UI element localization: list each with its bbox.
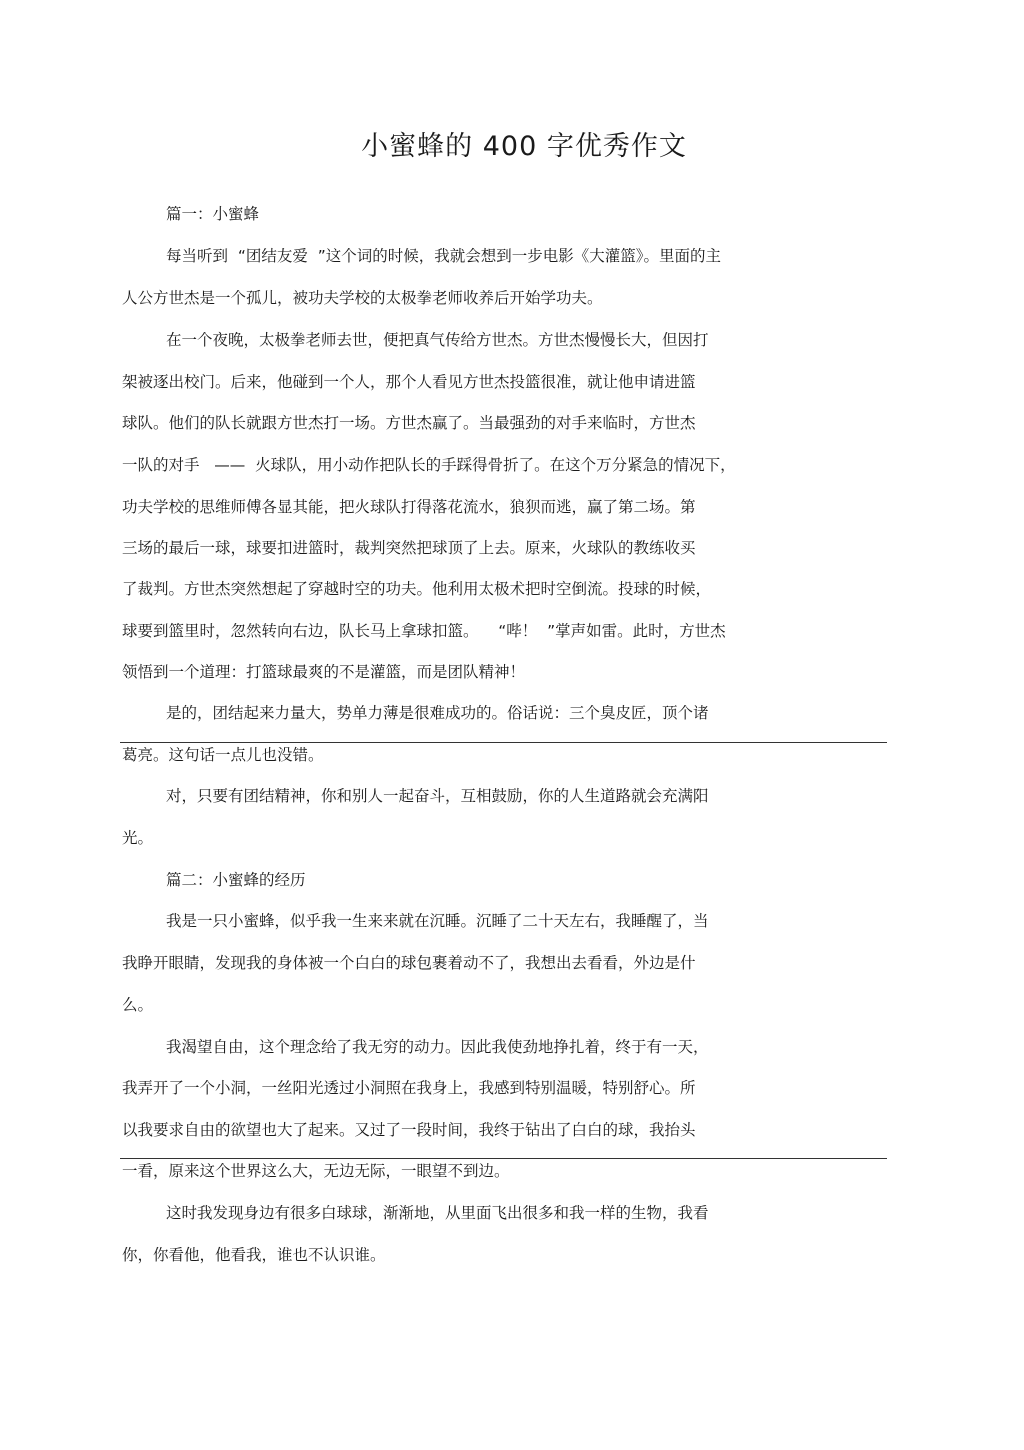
text-line: 是的，团结起来力量大，势单力薄是很难成功的。俗话说：三个臭皮匠，顶个诸: [166, 704, 709, 722]
text-line: 我睁开眼睛，发现我的身体被一个白白的球包裹着动不了，我想出去看看，外边是什: [122, 954, 696, 972]
text-line: 我渴望自由，这个理念给了我无穷的动力。因此我使劲地挣扎着，终于有一天，: [166, 1038, 709, 1056]
section-heading: 篇二：小蜜蜂的经历: [166, 871, 306, 889]
horizontal-rule: [120, 1158, 887, 1159]
text-line: 了裁判。方世杰突然想起了穿越时空的功夫。他利用太极术把时空倒流。投球的时候，: [122, 580, 712, 598]
text-line: 一看，原来这个世界这么大，无边无际，一眼望不到边。: [122, 1162, 510, 1180]
text-line: 功夫学校的思维师傅各显其能，把火球队打得落花流水，狼狈而逃，赢了第二场。第: [122, 498, 696, 516]
text-line: 领悟到一个道理：打篮球最爽的不是灌篮，而是团队精神！: [122, 663, 526, 681]
section-heading: 篇一：小蜜蜂: [166, 205, 260, 223]
text-line: 以我要求自由的欲望也大了起来。又过了一段时间，我终于钻出了白白的球，我抬头: [122, 1121, 696, 1139]
text-line: 三场的最后一球，球要扣进篮时，裁判突然把球顶了上去。原来，火球队的教练收买: [122, 539, 696, 557]
text-line: 球队。他们的队长就跟方世杰打一场。方世杰赢了。当最强劲的对手来临时，方世杰: [122, 414, 696, 432]
text-line: 我是一只小蜜蜂，似乎我一生来来就在沉睡。沉睡了二十天左右，我睡醒了，当: [166, 912, 709, 930]
text-line: 球要到篮里时，忽然转向右边，队长马上拿球扣篮。 “哔！ ”掌声如雷。此时，方世杰: [122, 622, 726, 640]
text-line: 么。: [122, 996, 154, 1014]
horizontal-rule: [120, 742, 887, 743]
text-line: 对，只要有团结精神，你和别人一起奋斗，互相鼓励，你的人生道路就会充满阳: [166, 787, 709, 805]
text-line: 一队的对手 —— 火球队，用小动作把队长的手踩得骨折了。在这个万分紧急的情况下，: [122, 456, 736, 474]
text-line: 葛亮。这句话一点儿也没错。: [122, 746, 324, 764]
text-line: 在一个夜晚，太极拳老师去世，便把真气传给方世杰。方世杰慢慢长大，但因打: [166, 331, 709, 349]
text-line: 人公方世杰是一个孤儿，被功夫学校的太极拳老师收养后开始学功夫。: [122, 289, 603, 307]
text-line: 光。: [122, 829, 154, 847]
text-line: 我弄开了一个小洞，一丝阳光透过小洞照在我身上，我感到特别温暖，特别舒心。所: [122, 1079, 696, 1097]
text-line: 架被逐出校门。后来，他碰到一个人，那个人看见方世杰投篮很准，就让他申请进篮: [122, 373, 696, 391]
text-line: 你，你看他，他看我，谁也不认识谁。: [122, 1246, 386, 1264]
document-title: 小蜜蜂的 400 字优秀作文: [361, 131, 687, 162]
text-line: 这时我发现身边有很多白球球，渐渐地，从里面飞出很多和我一样的生物，我看: [166, 1204, 709, 1222]
text-line: 每当听到 “团结友爱 ”这个词的时候，我就会想到一步电影《大灌篮》。里面的主: [166, 247, 722, 265]
